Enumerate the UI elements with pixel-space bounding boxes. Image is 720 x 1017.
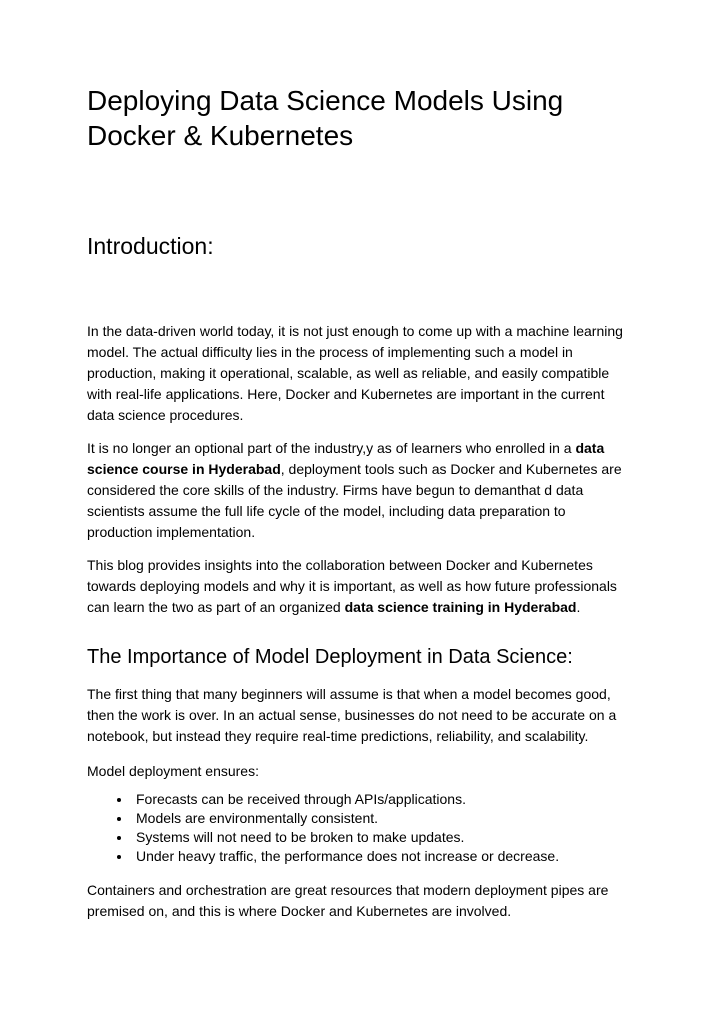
paragraph-blog-overview xyxy=(87,555,632,618)
bold-phrase-data-science-training: data science training in Hyderabad xyxy=(344,599,577,615)
list-item-systems-updates: • Systems will not need to be broken to make updates. xyxy=(132,828,632,847)
list-item-environment-consistent: • Models are environmentally consistent. xyxy=(132,809,632,828)
paragraph-industry-skills xyxy=(87,438,632,543)
heading-importance-model-deployment: The Importance of Model Deployment in Data Science: xyxy=(87,646,573,668)
list-item-heavy-traffic: • Under heavy traffic, the performance does not increase or decrease. xyxy=(132,847,632,866)
paragraph-beginners-assume: The first thing that many beginners will assume is that when a model becomes good, then the work is over. In an actual sense, businesses do not need to be accurate on a notebook, but instead they require real-time predictions, reliability, and scalability. xyxy=(87,686,617,744)
paragraph-text-run: This blog provides insights into the collaboration between Docker and Kubernetes towards deploying models and why it is important, as well as how future professionals can learn the two as part of an organized xyxy=(87,557,617,615)
paragraph-text-run: . xyxy=(576,599,581,615)
paragraph-text-run: It is no longer an optional part of the industry,y as of learners who enrolled in a xyxy=(87,440,576,456)
paragraph-text-run: , deployment tools such as Docker and Kubernetes are considered the core skills of the industry. Firms have begun to demanthat d data scientists assume the full life cycle of the model, including data preparation to production implementation. xyxy=(87,461,622,540)
paragraph-model-deployment-ensures: Model deployment ensures: xyxy=(87,763,259,779)
deployment-benefits-list xyxy=(87,790,632,866)
bold-phrase-data-science-course: data science course in Hyderabad xyxy=(87,440,605,477)
document-title: Deploying Data Science Models Using Docker & Kubernetes xyxy=(87,85,564,151)
heading-introduction: Introduction: xyxy=(87,233,214,259)
paragraph-data-driven-world: In the data-driven world today, it is not just enough to come up with a machine learning model. The actual difficulty lies in the process of implementing such a model in production, making it operational, scalable, as well as reliable, and easily compatible with real-life applications. Here, Docker and Kubernetes are important in the current data science procedures. xyxy=(87,323,623,423)
paragraph-containers-orchestration: Containers and orchestration are great resources that modern deployment pipes are premised on, and this is where Docker and Kubernetes are involved. xyxy=(87,882,609,919)
list-item-forecasts-apis: • Forecasts can be received through APIs/applications. xyxy=(132,790,632,809)
